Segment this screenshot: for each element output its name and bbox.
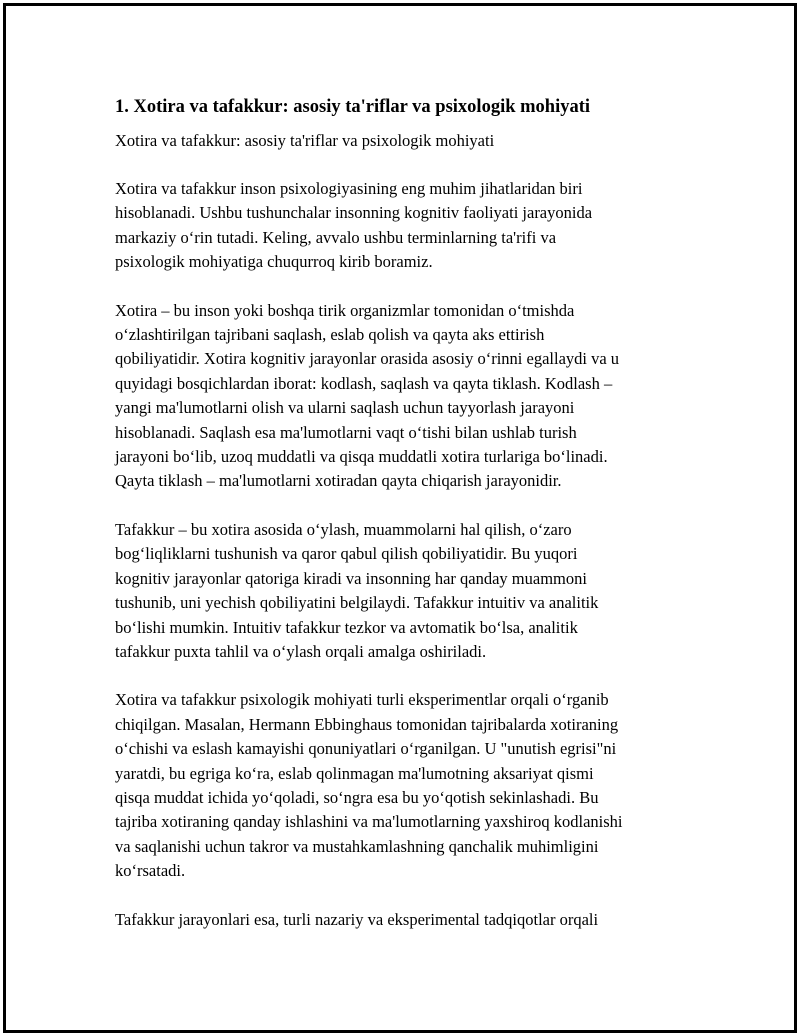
text-line: tajriba xotiraning qanday ishlashini va ma'lumotlarning yaxshiroq kodlanishi	[115, 812, 623, 832]
text-line: quyidagi bosqichlardan iborat: kodlash, saqlash va qayta tiklash. Kodlash –	[115, 373, 613, 393]
text-line: hisoblanadi. Saqlash esa ma'lumotlarni vaqt o‘tishi bilan ushlab turish	[115, 422, 577, 442]
text-line: hisoblanadi. Ushbu tushunchalar insonning kognitiv faoliyati jarayonida	[115, 203, 593, 223]
section-heading: 1. Xotira va tafakkur: asosiy ta'riflar va psixologik mohiyati	[115, 97, 591, 117]
text-line: ko‘rsatadi.	[115, 861, 186, 881]
text-line: Qayta tiklash – ma'lumotlarni xotiradan qayta chiqarish jarayonidir.	[115, 471, 562, 491]
text-line: tushunib, uni yechish qobiliyatini belgilaydi. Tafakkur intuitiv va analitik	[115, 593, 599, 613]
paragraph-tafakkur-processes	[115, 908, 695, 932]
document-body	[115, 95, 695, 956]
text-line: o‘chishi va eslash kamayishi qonuniyatlari o‘rganilgan. U "unutish egrisi"ni	[115, 739, 617, 759]
text-line: jarayoni bo‘lib, uzoq muddatli va qisqa muddatli xotira turlariga bo‘linadi.	[115, 447, 608, 467]
text-line: markaziy o‘rin tutadi. Keling, avvalo ushbu terminlarning ta'rifi va	[115, 227, 557, 247]
paragraph-experiments	[115, 688, 695, 883]
text-line: o‘zlashtirilgan tajribani saqlash, eslab qolish va qayta aks ettirish	[115, 325, 545, 345]
section-subtitle: Xotira va tafakkur: asosiy ta'riflar va psixologik mohiyati	[115, 131, 495, 150]
text-line: Tafakkur jarayonlari esa, turli nazariy va eksperimental tadqiqotlar orqali	[115, 909, 599, 929]
text-line: psixologik mohiyatiga chuqurroq kirib boramiz.	[115, 252, 433, 272]
text-line: bog‘liqliklarni tushunish va qaror qabul qilish qobiliyatidir. Bu yuqori	[115, 544, 578, 564]
text-line: chiqilgan. Masalan, Hermann Ebbinghaus tomonidan tajribalarda xotiraning	[115, 714, 619, 734]
paragraph-xotira-definition	[115, 299, 695, 494]
text-line: qobiliyatidir. Xotira kognitiv jarayonlar orasida asosiy o‘rinni egallaydi va u	[115, 349, 620, 369]
text-line: tafakkur puxta tahlil va o‘ylash orqali amalga oshiriladi.	[115, 641, 487, 661]
text-line: Tafakkur – bu xotira asosida o‘ylash, muammolarni hal qilish, o‘zaro	[115, 519, 572, 539]
text-line: Xotira va tafakkur psixologik mohiyati turli eksperimentlar orqali o‘rganib	[115, 690, 609, 710]
text-line: yangi ma'lumotlarni olish va ularni saqlash uchun tayyorlash jarayoni	[115, 398, 575, 418]
text-line: kognitiv jarayonlar qatoriga kiradi va insonning har qanday muammoni	[115, 568, 587, 588]
text-line: bo‘lishi mumkin. Intuitiv tafakkur tezkor va avtomatik bo‘lsa, analitik	[115, 617, 578, 637]
paragraph-intro	[115, 177, 695, 275]
text-line: Xotira – bu inson yoki boshqa tirik organizmlar tomonidan o‘tmishda	[115, 300, 575, 320]
paragraph-tafakkur-definition	[115, 518, 695, 664]
text-line: yaratdi, bu egriga ko‘ra, eslab qolinmagan ma'lumotning aksariyat qismi	[115, 763, 594, 783]
text-line: Xotira va tafakkur inson psixologiyasining eng muhim jihatlaridan biri	[115, 179, 583, 198]
text-line: va saqlanishi uchun takror va mustahkamlashning qanchalik muhimligini	[115, 836, 599, 856]
text-line: qisqa muddat ichida yo‘qoladi, so‘ngra esa bu yo‘qotish sekinlashadi. Bu	[115, 787, 599, 807]
